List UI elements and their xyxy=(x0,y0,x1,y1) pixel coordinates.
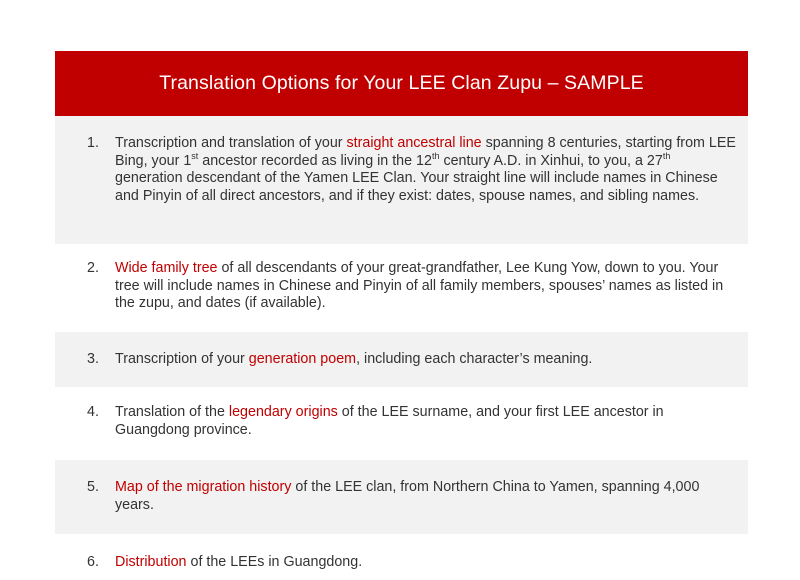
option-text xyxy=(115,260,736,332)
option-text xyxy=(115,351,736,387)
option-text-part: century A.D. in Xinhui, to you, a 27 xyxy=(439,152,663,169)
option-text-part: Translation of the xyxy=(115,404,229,420)
option-text xyxy=(115,404,736,460)
document xyxy=(55,51,748,580)
option-generation-poem xyxy=(55,332,748,387)
option-text xyxy=(115,479,736,534)
option-text-part: Transcription of your xyxy=(115,351,249,367)
option-text-part: of the LEE clan, from Northern China to Yamen, spanning 4,000 years. xyxy=(115,479,700,513)
option-straight-ancestral-line xyxy=(55,116,748,244)
option-text-part: of the LEEs in Guangdong. xyxy=(186,554,363,570)
page-title: Translation Options for Your LEE Clan Zupu – SAMPLE xyxy=(159,72,644,94)
option-text-part: of all descendants of your great-grandfather, Lee Kung Yow, down to you. Your tree will include names in Chinese and Pinyin of all family members, spouses’ names as listed in the zupu, and dates (if available). xyxy=(115,260,724,312)
option-text-part: of the LEE surname, and your first LEE ancestor in Guangdong province. xyxy=(115,404,664,438)
option-migration-history-map xyxy=(55,460,748,534)
option-text xyxy=(115,135,736,244)
option-text-part: ancestor recorded as living in the 12 xyxy=(198,152,432,169)
option-text-part: spanning 8 centuries, starting from LEE Bing, your 1 xyxy=(115,135,736,169)
option-number: 4. xyxy=(87,404,99,420)
option-text-part: , including each character’s meaning. xyxy=(356,351,593,367)
option-highlight: Map of the migration history xyxy=(115,479,292,495)
option-number: 6. xyxy=(87,554,99,570)
option-number: 3. xyxy=(87,351,99,367)
ordinal-suffix: th xyxy=(431,150,440,161)
option-highlight: straight ancestral line xyxy=(346,135,482,151)
option-distribution xyxy=(55,534,748,580)
option-text-part: Transcription and translation of your xyxy=(115,135,347,151)
option-highlight: generation poem xyxy=(248,351,357,367)
ordinal-suffix: th xyxy=(662,150,671,161)
option-wide-family-tree xyxy=(55,244,748,332)
options-list xyxy=(55,116,748,580)
option-highlight: Distribution xyxy=(115,554,187,570)
option-highlight: Wide family tree xyxy=(115,260,218,276)
ordinal-suffix: st xyxy=(191,150,199,161)
option-number: 1. xyxy=(87,135,99,151)
option-legendary-origins xyxy=(55,387,748,460)
option-number: 5. xyxy=(87,479,99,495)
option-highlight: legendary origins xyxy=(228,404,338,420)
option-text-part: generation descendant of the Yamen LEE Clan. Your straight line will include names in Chinese and Pinyin of all direct ancestors, and if they exist: dates, spouse names, and sibling names. xyxy=(115,170,718,204)
title-bar xyxy=(55,51,748,116)
option-number: 2. xyxy=(87,260,99,276)
option-text xyxy=(115,554,736,580)
